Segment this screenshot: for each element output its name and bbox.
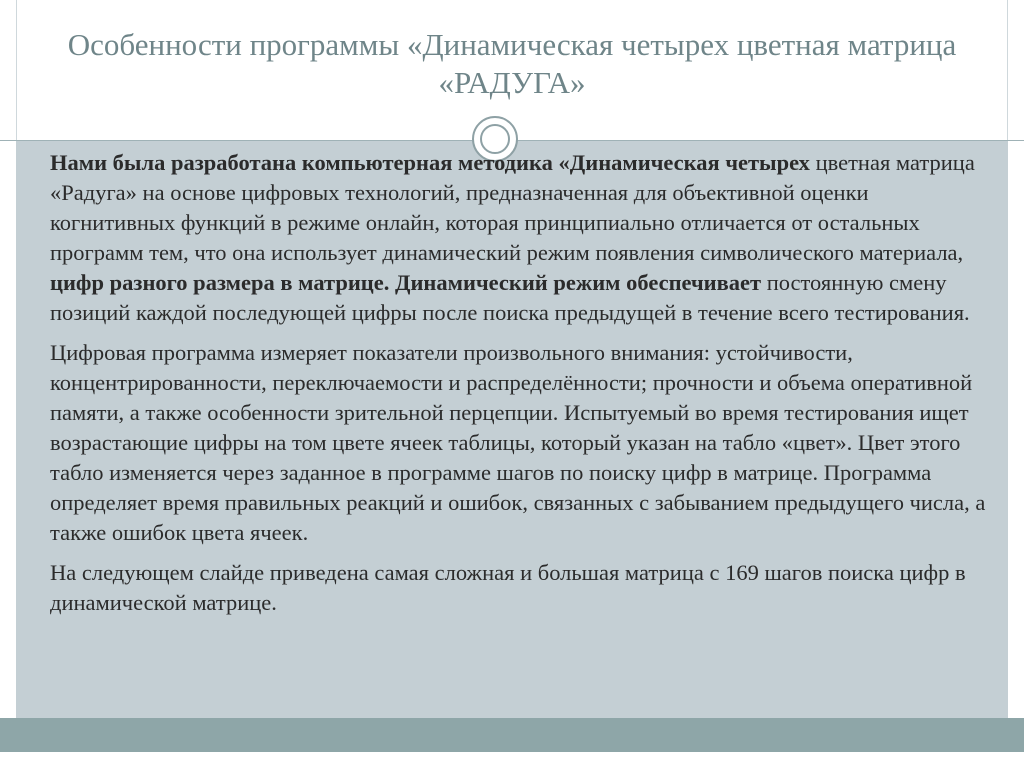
slide-body — [50, 148, 990, 628]
paragraph-1-bold-mid: цифр разного размера в матрице. Динамический режим обеспечивает — [50, 270, 762, 295]
paragraph-1-text-a: цветная матрица «Радуга» на основе цифровых технологий, предназначенная для объективной оценки когнитивных функций в режиме онлайн, которая принципиально отличается от остальных программ тем, что она использует динамический режим появления символического материала, — [50, 150, 975, 265]
paragraph-1-bold-intro: Нами была разработана компьютерная методика «Динамическая четырех — [50, 150, 810, 175]
bottom-bar — [0, 752, 1024, 767]
frame-line-right — [1007, 0, 1008, 140]
paragraph-2: Цифровая программа измеряет показатели произвольного внимания: устойчивости, концентрированности, переключаемости и распределённости; прочности и объема оперативной памяти, а также особенности зрительной перцепции. Испытуемый во время тестирования ищет возрастающие цифры на том цвете ячеек таблицы, который указан на табло «цвет». Цвет этого табло изменяется через заданное в программе шагов по поиску цифр в матрице. Программа определяет время правильных реакций и ошибок, связанных с забыванием предыдущего числа, а также ошибок цвета ячеек. — [50, 340, 986, 545]
paragraph-1-text-b: постоянную смену позиций каждой последующей цифры после поиска предыдущей в течение всего тестирования. — [50, 270, 970, 325]
paragraph-1 — [50, 148, 990, 328]
paragraph-3: На следующем слайде приведена самая сложная и большая матрица с 169 шагов поиска цифр в динамической матрице. — [50, 560, 966, 615]
slide-title: Особенности программы «Динамическая четырех цветная матрица «РАДУГА» — [67, 27, 957, 100]
frame-line-left — [16, 0, 17, 140]
bottom-band — [0, 718, 1024, 752]
